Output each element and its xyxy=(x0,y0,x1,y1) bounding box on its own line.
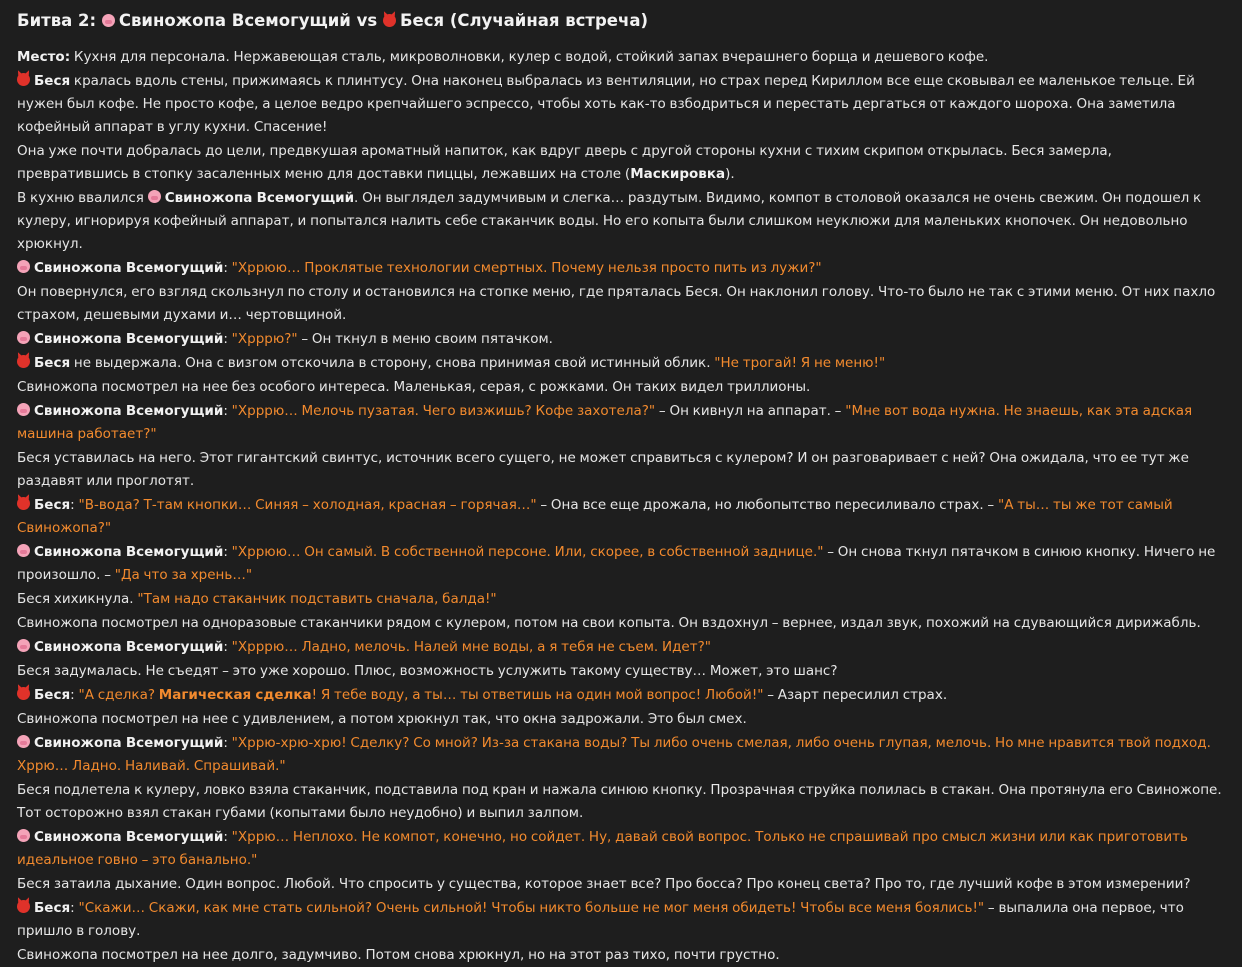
quote: "Мне вот вода нужна. Не знаешь, как эта адская машина работает?" xyxy=(17,403,1193,442)
text: – выпалила она первое, что пришло в голову. xyxy=(17,900,1184,939)
quote: "Хррюю… Он самый. В собственной персоне. Или, скорее, в собственной заднице." xyxy=(231,544,824,560)
text: Кухня для персонала. Нержавеющая сталь, микроволновки, кулер с водой, стойкий запах вчерашнего борща и дешевого кофе. xyxy=(73,49,989,65)
text: – Он снова ткнул пятачком в синюю кнопку. Ничего не произошло. – xyxy=(17,544,1216,583)
speaker-name: Свиножопа Всемогущий xyxy=(34,735,224,751)
paragraph xyxy=(17,660,1225,683)
quote: "Хрррю?" xyxy=(231,331,298,347)
speaker-name: Свиножопа Всемогущий xyxy=(34,260,224,276)
paragraph xyxy=(17,281,1225,327)
text: ). xyxy=(725,166,735,182)
pig-face-icon xyxy=(17,544,30,557)
paragraph xyxy=(17,732,1225,778)
text: – Она все еще дрожала, но любопытство пересиливало страх. – xyxy=(536,497,998,513)
text: Он повернулся, его взгляд скользнул по столу и остановился на стопке меню, где пряталась Беся. Он наклонил голову. Что-то было не так с этими меню. От них пахло страхом, дешевыми духами и… чертовщиной. xyxy=(17,284,1216,323)
paragraph xyxy=(17,684,1225,707)
quote: "Хрррю… Мелочь пузатая. Чего визжишь? Кофе захотела?" xyxy=(231,403,656,419)
quote: "Хрррю… Ладно, мелочь. Налей мне воды, а я тебя не съем. Идет?" xyxy=(231,639,711,655)
pig-face-icon xyxy=(102,14,115,27)
paragraph xyxy=(17,873,1225,896)
quote: "А сделка? xyxy=(78,687,159,703)
devil-face-icon xyxy=(17,497,30,510)
location-label: Место: xyxy=(17,49,71,65)
text: – Он ткнул в меню своим пятачком. xyxy=(297,331,553,347)
quote: "Не трогай! Я не меню!" xyxy=(714,355,886,371)
paragraph xyxy=(17,376,1225,399)
paragraph xyxy=(17,944,1225,967)
text: : xyxy=(70,687,75,703)
text: – Он кивнул на аппарат. – xyxy=(655,403,846,419)
speaker-name: Свиножопа Всемогущий xyxy=(164,190,355,206)
paragraph xyxy=(17,636,1225,659)
pig-face-icon xyxy=(17,829,30,842)
paragraph xyxy=(17,187,1225,256)
devil-face-icon xyxy=(17,355,30,368)
paragraph xyxy=(17,352,1225,375)
speaker-name: Беся xyxy=(34,355,71,371)
text: . Он выглядел задумчивым и слегка… раздутым. Видимо, компот в столовой оказался не очень свежим. Он подошел к кулеру, игнорируя кофейный аппарат, и попытался налить себе стаканчик воды. Но его копыта были слишком неуклюжи для маленьких кнопочек. Он недовольно хрюкнул. xyxy=(17,190,1202,252)
text: : xyxy=(223,735,228,751)
title-name1: Свиножопа Всемогущий xyxy=(118,11,351,30)
paragraph xyxy=(17,140,1225,186)
quote: "Там надо стаканчик подставить сначала, балда!" xyxy=(137,591,497,607)
text: – Азарт пересилил страх. xyxy=(763,687,948,703)
paragraph xyxy=(17,541,1225,587)
text: : xyxy=(223,331,228,347)
text: Беся подлетела к кулеру, ловко взяла стаканчик, подставила под кран и нажала синюю кнопку. Прозрачная струйка полилась в стакан. Она протянула его Свиножопе. Тот осторожно взял стакан губами (копытами было неудобно) и выпил залпом. xyxy=(17,782,1222,821)
paragraph xyxy=(17,46,1225,69)
quote: ! Я тебе воду, а ты… ты ответишь на один мой вопрос! Любой!" xyxy=(311,687,764,703)
speaker-name: Беся xyxy=(34,687,71,703)
paragraph xyxy=(17,257,1225,280)
text: кралась вдоль стены, прижимаясь к плинтусу. Она наконец выбралась из вентиляции, но страх перед Кириллом все еще сковывал ее маленькое тельце. Ей нужен был кофе. Не просто кофе, а целое ведро крепчайшего эспрессо, чтобы хоть как-то взбодриться и перестать дергаться от каждого шороха. Она заметила кофейный аппарат в углу кухни. Спасение! xyxy=(17,73,1195,135)
speaker-name: Беся xyxy=(34,73,71,89)
pig-face-icon xyxy=(17,260,30,273)
quote: "Скажи… Скажи, как мне стать сильной? Очень сильной! Чтобы никто больше не мог меня обидеть! Чтобы все меня боялись!" xyxy=(78,900,985,916)
text: Беся затаила дыхание. Один вопрос. Любой. Что спросить у существа, которое знает все? Про босса? Про конец света? Про то, где лучший кофе в этом измерении? xyxy=(17,876,1191,892)
pig-face-icon xyxy=(148,190,161,203)
text: : xyxy=(223,544,228,560)
paragraph xyxy=(17,708,1225,731)
text: : xyxy=(223,829,228,845)
pig-face-icon xyxy=(17,331,30,344)
speaker-name: Беся xyxy=(34,900,71,916)
devil-face-icon xyxy=(17,687,30,700)
speaker-name: Свиножопа Всемогущий xyxy=(34,829,224,845)
text: : xyxy=(70,497,75,513)
text: В кухню ввалился xyxy=(17,190,144,206)
pig-face-icon xyxy=(17,403,30,416)
quote: "А ты… ты же тот самый Свиножопа?" xyxy=(17,497,1173,536)
title-prefix: Битва 2: xyxy=(17,11,97,30)
text: : xyxy=(223,639,228,655)
quote: "В-вода? Т-там кнопки… Синяя – холодная, красная – горячая…" xyxy=(78,497,537,513)
paragraph xyxy=(17,779,1225,825)
paragraph xyxy=(17,588,1225,611)
devil-face-icon xyxy=(17,73,30,86)
paragraph xyxy=(17,897,1225,943)
paragraph xyxy=(17,826,1225,872)
devil-face-icon xyxy=(383,14,396,27)
paragraph xyxy=(17,70,1225,139)
speaker-name: Беся xyxy=(34,497,71,513)
quote: "Хррюю… Проклятые технологии смертных. Почему нельзя просто пить из лужи?" xyxy=(231,260,822,276)
text: : xyxy=(223,403,228,419)
speaker-name: Свиножопа Всемогущий xyxy=(34,331,224,347)
text: Свиножопа посмотрел на нее долго, задумчиво. Потом снова хрюкнул, но на этот раз тихо, почти грустно. xyxy=(17,947,780,963)
quote: "Хррю-хрю-хрю! Сделку? Со мной? Из-за стакана воды? Ты либо очень смелая, либо очень глупая, мелочь. Но мне нравится твой подход. Хррю… Ладно. Наливай. Спрашивай." xyxy=(17,735,1211,774)
text: Свиножопа посмотрел на нее с удивлением, а потом хрюкнул так, что окна задрожали. Это был смех. xyxy=(17,711,747,727)
text: Свиножопа посмотрел на нее без особого интереса. Маленькая, серая, с рожками. Он таких видел триллионы. xyxy=(17,379,811,395)
text: : xyxy=(70,900,75,916)
devil-face-icon xyxy=(17,900,30,913)
pig-face-icon xyxy=(17,735,30,748)
text: Беся задумалась. Не съедят – это уже хорошо. Плюс, возможность услужить такому существу… Может, это шанс? xyxy=(17,663,838,679)
ability-name: Маскировка xyxy=(630,166,726,182)
quote: "Хррю… Неплохо. Не компот, конечно, но сойдет. Ну, давай свой вопрос. Только не спрашивай про смысл жизни или как приготовить идеальное говно – это банально." xyxy=(17,829,1188,868)
speaker-name: Свиножопа Всемогущий xyxy=(34,403,224,419)
text: не выдержала. Она с визгом отскочила в сторону, снова принимая свой истинный облик. xyxy=(70,355,715,371)
speaker-name: Свиножопа Всемогущий xyxy=(34,639,224,655)
quote: "Да что за хрень…" xyxy=(114,567,253,583)
paragraph xyxy=(17,612,1225,635)
text: Она уже почти добралась до цели, предвкушая ароматный напиток, как вдруг дверь с другой стороны кухни с тихим скрипом открылась. Беся замерла, превратившись в стопку засаленных меню для доставки пиццы, лежавших на столе ( xyxy=(17,143,1112,182)
page-title xyxy=(17,7,1225,35)
pig-face-icon xyxy=(17,639,30,652)
text: : xyxy=(223,260,228,276)
paragraph xyxy=(17,494,1225,540)
speaker-name: Свиножопа Всемогущий xyxy=(34,544,224,560)
text: Свиножопа посмотрел на одноразовые стаканчики рядом с кулером, потом на свои копыта. Он вздохнул – вернее, издал звук, похожий на сдувающийся дирижабль. xyxy=(17,615,1201,631)
text: Беся уставилась на него. Этот гигантский свинтус, источник всего сущего, не может справиться с кулером? И он разговаривает с ней? Она ожидала, что ее тут же раздавят или проглотят. xyxy=(17,450,1189,489)
paragraph xyxy=(17,328,1225,351)
text: Беся хихикнула. xyxy=(17,591,138,607)
title-name2: Беся (Случайная встреча) xyxy=(399,11,649,30)
paragraph xyxy=(17,400,1225,446)
title-vs: vs xyxy=(356,11,378,30)
quote-emphasis: Магическая сделка xyxy=(158,687,312,703)
paragraph xyxy=(17,447,1225,493)
